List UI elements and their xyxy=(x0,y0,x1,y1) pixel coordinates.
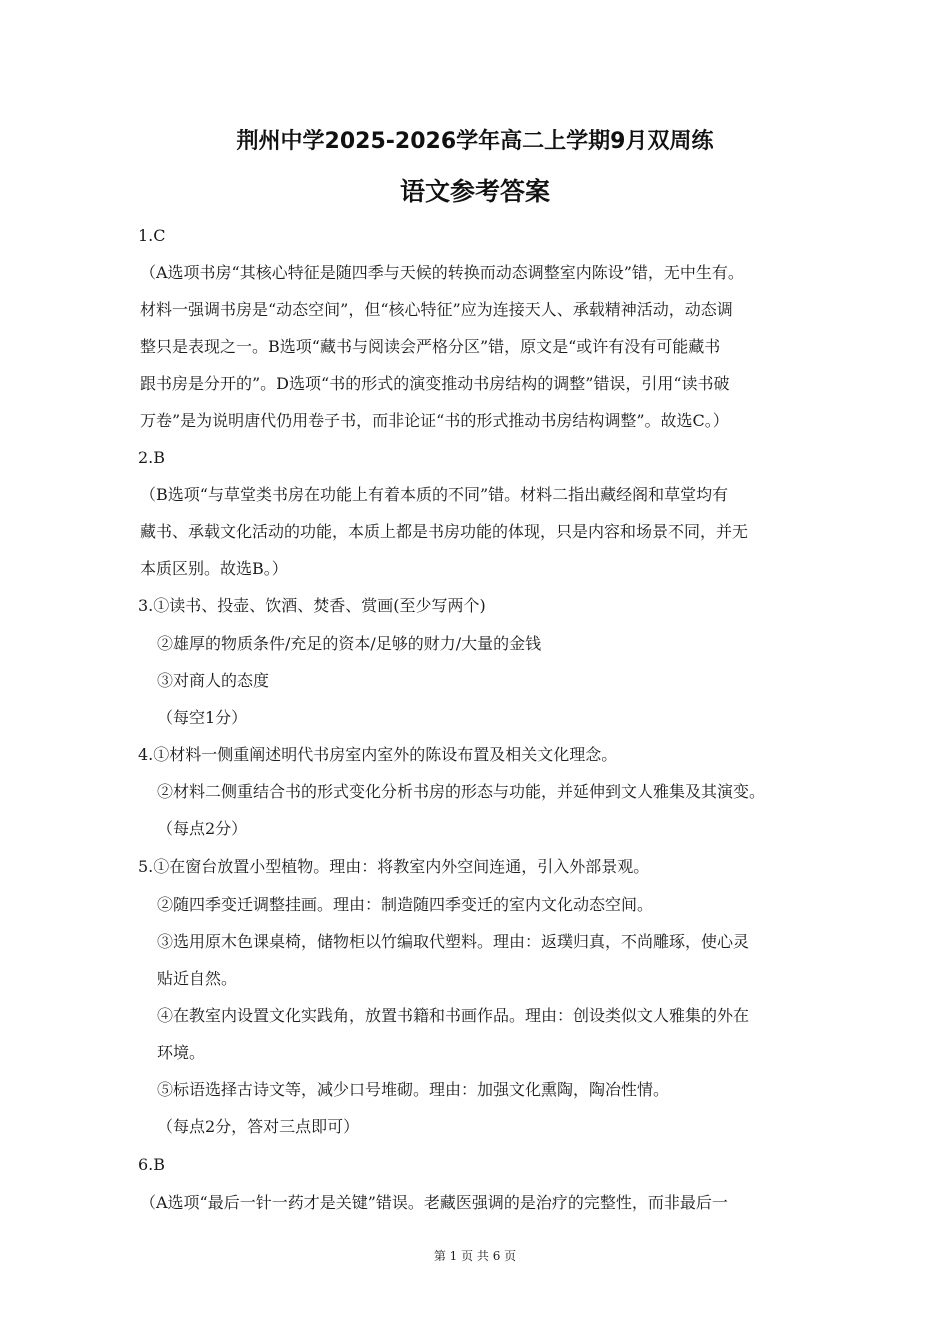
answer-line: ③对商人的态度 xyxy=(157,671,270,690)
answer-label-5: 5.①在窗台放置小型植物。理由：将教室内外空间连通，引入外部景观。 xyxy=(138,857,650,876)
answer-line: ②雄厚的物质条件/充足的资本/足够的财力/大量的金钱 xyxy=(157,634,542,653)
answer-line: 贴近自然。 xyxy=(157,969,238,988)
document-subtitle: 语文参考答案 xyxy=(399,177,550,206)
answer-label-3: 3.①读书、投壶、饮酒、焚香、赏画(至少写两个) xyxy=(138,596,486,615)
answer-line: （A选项书房“其核心特征是随四季与天候的转换而动态调整室内陈设”错，无中生有。 xyxy=(140,263,744,282)
answer-label-4: 4.①材料一侧重阐述明代书房室内室外的陈设布置及相关文化理念。 xyxy=(138,745,618,764)
answer-line: ⑤标语选择古诗文等，减少口号堆砌。理由：加强文化熏陶，陶冶性情。 xyxy=(157,1080,670,1099)
answer-line: 材料一强调书房是“动态空间”，但“核心特征”应为连接天人、承载精神活动，动态调 xyxy=(140,300,733,319)
answer-line: （A选项“最后一针一药才是关键”错误。老藏医强调的是治疗的完整性，而非最后一 xyxy=(140,1193,728,1212)
answer-line: （B选项“与草堂类书房在功能上有着本质的不同”错。材料二指出藏经阁和草堂均有 xyxy=(140,485,729,504)
answer-line: （每空1分） xyxy=(157,708,248,727)
answer-line: 万卷”是为说明唐代仍用卷子书，而非论证“书的形式推动书房结构调整”。故选C。） xyxy=(140,411,729,430)
page-footer: 第 1 页 共 6 页 xyxy=(433,1249,517,1263)
answer-line: （每点2分，答对三点即可） xyxy=(157,1117,360,1136)
answer-line: 整只是表现之一。B选项“藏书与阅读会严格分区”错，原文是“或许有没有可能藏书 xyxy=(140,337,721,356)
answer-line: 跟书房是分开的”。D选项“书的形式的演变推动书房结构的调整”错误，引用“读书破 xyxy=(140,374,730,393)
answer-label-2: 2.B xyxy=(138,448,166,467)
answer-line: ②随四季变迁调整挂画。理由：制造随四季变迁的室内文化动态空间。 xyxy=(157,895,654,914)
answer-line: 藏书、承载文化活动的功能，本质上都是书房功能的体现，只是内容和场景不同，并无 xyxy=(140,522,749,541)
answer-line: ②材料二侧重结合书的形式变化分析书房的形态与功能，并延伸到文人雅集及其演变。 xyxy=(157,782,766,801)
answer-line: 环境。 xyxy=(157,1043,206,1062)
answer-line: ③选用原木色课桌椅，储物柜以竹编取代塑料。理由：返璞归真，不尚雕琢，使心灵 xyxy=(157,932,750,951)
answer-line: （每点2分） xyxy=(157,819,248,838)
answer-label-6: 6.B xyxy=(138,1155,166,1174)
answer-label-1: 1.C xyxy=(138,226,166,245)
answer-line: ④在教室内设置文化实践角，放置书籍和书画作品。理由：创设类似文人雅集的外在 xyxy=(157,1006,750,1025)
document-title: 荆州中学2025-2026学年高二上学期9月双周练 xyxy=(236,129,714,154)
answer-line: 本质区别。故选B。） xyxy=(140,559,288,578)
